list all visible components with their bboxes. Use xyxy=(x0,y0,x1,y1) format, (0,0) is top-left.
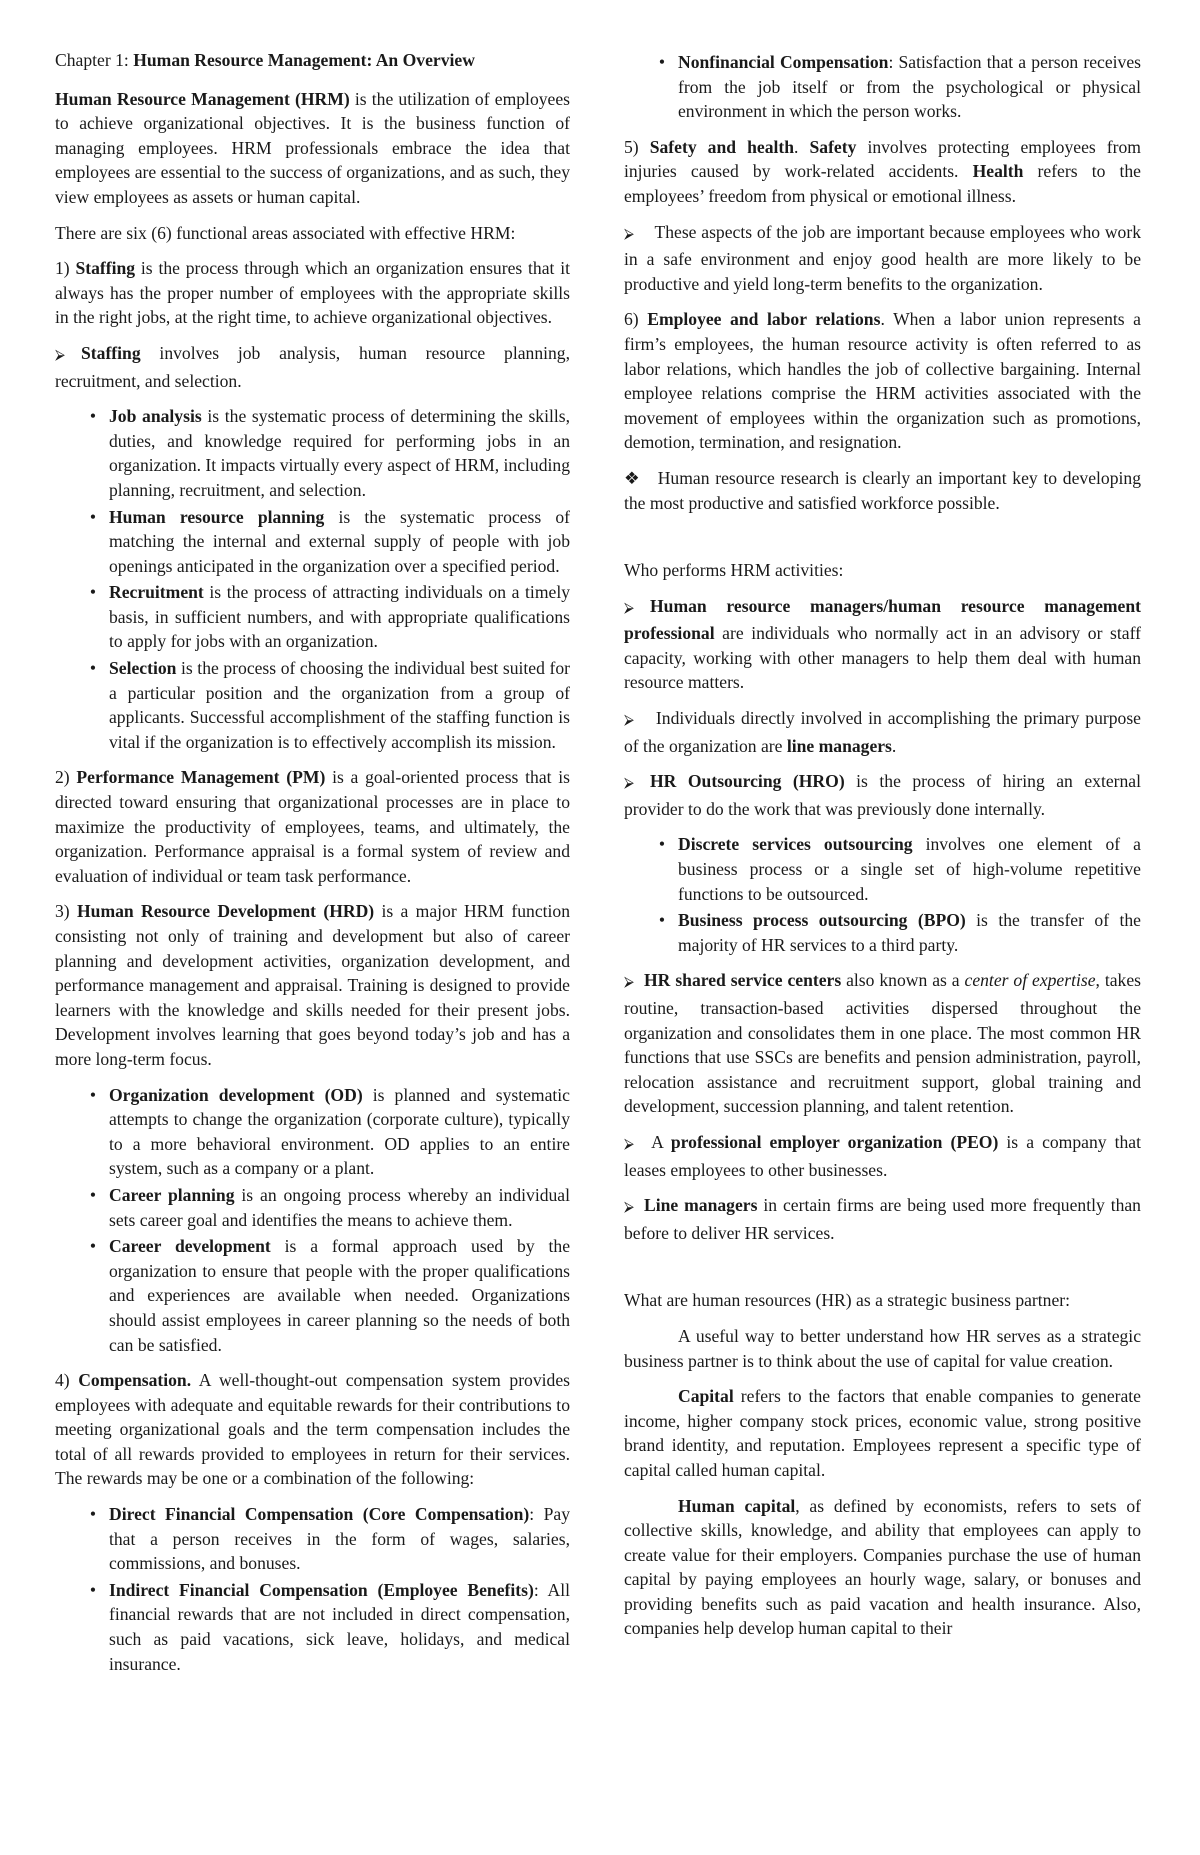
compensation-list xyxy=(55,1502,570,1676)
list-item: • Selection is the process of choosing the individual best suited for a particular position and the organization from a group of applicants. Successful accomplishment of the staffing function is vital if the organization is to effectively accomplish its mission. xyxy=(55,656,570,754)
research-note: ❖ Human resource research is clearly an important key to developing the most productive and satisfied workforce possible. xyxy=(624,467,1141,513)
bullet-icon: • xyxy=(89,658,97,679)
who-performs-heading: Who performs HRM activities: xyxy=(624,560,844,581)
line-managers-hr-note: ⮚ Line managers in certain firms are being used more frequently than before to deliver HR services. xyxy=(624,1195,1141,1243)
bullet-icon: • xyxy=(89,1504,97,1525)
bullet-icon: • xyxy=(89,1084,97,1105)
list-item: • Recruitment is the process of attracting individuals on a timely basis, in sufficient numbers, and with appropriate qualifications to apply for jobs with an organization. xyxy=(55,580,570,654)
six-areas-intro: There are six (6) functional areas associated with effective HRM: xyxy=(55,222,516,243)
hrd-paragraph: 3) Human Resource Development (HRD) is a major HRM function consisting not only of training and development but also of career planning and development activities, organization development, and performance management and appraisal. Training is designed to provide learners with the knowledge and skills needed for their present jobs. Development involves learning that goes beyond today’s job and has a more long-term focus. xyxy=(55,901,571,1069)
staffing-list xyxy=(55,404,570,754)
arrow-bullet-icon: ⮚ xyxy=(624,1136,634,1152)
staffing-note: ⮚ Staffing involves job analysis, human resource planning, recruitment, and selection. xyxy=(55,342,570,391)
strategic-partner-heading: What are human resources (HR) as a strategic business partner: xyxy=(624,1290,1071,1311)
arrow-bullet-icon: ⮚ xyxy=(55,347,65,363)
list-item: • Organization development (OD) is planned and systematic attempts to change the organization (corporate culture), typically to a more behavioral environment. OD applies to an entire system, such as a company or a plant. xyxy=(55,1083,570,1181)
shared-service-centers-note: ⮚ HR shared service centers also known as a center of expertise, takes routine, transaction-based activities dispersed throughout the organization and consolidates them in one place. The most common HR functions that use SSCs are benefits and pension administration, payroll, relocation assistance and recruitment support, global training and development, succession planning, and talent retention. xyxy=(624,970,1141,1117)
capital-paragraph: Capital refers to the factors that enable companies to generate income, higher company stock prices, economic value, strong positive brand identity, and reputation. Employees represent a specific type of capital called human capital. xyxy=(624,1386,1141,1480)
list-item: • Direct Financial Compensation (Core Compensation): Pay that a person receives in the form of wages, salaries, commissions, and bonuses. xyxy=(55,1502,570,1576)
bullet-icon: • xyxy=(89,1184,97,1205)
performance-management-paragraph: 2) Performance Management (PM) is a goal-oriented process that is directed toward ensuring that organizational processes are in place to maximize the productivity of employees, teams, and ultimately, the organization. Performance appraisal is a formal system of review and evaluation of individual or team task performance. xyxy=(55,767,570,886)
hrm-definition: Human Resource Management (HRM) is the utilization of employees to achieve organizational objectives. It is the business function of managing employees. HRM professionals embrace the idea that employees are essential to the success of organizations, and as such, they view employees as assets or human capital. xyxy=(55,88,570,207)
labor-relations-paragraph: 6) Employee and labor relations. When a labor union represents a firm’s employees, the human resource activity is often referred to as labor relations, which handles the job of collective bargaining. Internal employee relations comprise the HRM activities associated with the movement of employees within the organization such as promotions, demotion, termination, and resignation. xyxy=(624,309,1141,453)
hr-managers-note: ⮚ Human resource managers/human resource management professional are individuals who normally act in an advisory or staff capacity, working with other managers to help them deal with human resource matters. xyxy=(624,595,1141,693)
spacer xyxy=(624,1256,1141,1288)
compensation-list-continued xyxy=(624,50,1141,124)
line-managers-note: ⮚ Individuals directly involved in accomplishing the primary purpose of the organization are line managers. xyxy=(624,708,1141,756)
chapter-title: Chapter 1: Human Resource Management: An Overview xyxy=(55,50,475,70)
bullet-icon: • xyxy=(89,506,97,527)
list-item: • Discrete services outsourcing involves one element of a business process or a single set of high-volume repetitive functions to be outsourced. xyxy=(624,832,1141,906)
bullet-icon: • xyxy=(658,834,666,855)
arrow-bullet-icon: ⮚ xyxy=(624,600,634,616)
list-item: • Career planning is an ongoing process whereby an individual sets career goal and identifies the means to achieve them. xyxy=(55,1183,570,1232)
bullet-icon: • xyxy=(89,582,97,603)
arrow-bullet-icon: ⮚ xyxy=(624,776,634,792)
list-item: • Human resource planning is the systematic process of matching the internal and external supply of people with job openings anticipated in the organization over a specified period. xyxy=(55,505,570,579)
list-item: • Nonfinancial Compensation: Satisfaction that a person receives from the job itself or from the psychological or physical environment in which the person works. xyxy=(624,50,1141,124)
list-item: • Career development is a formal approach used by the organization to ensure that people with the proper qualifications and experiences are available when needed. Organizations should assist employees in career planning so the needs of both can be satisfied. xyxy=(55,1234,570,1357)
bullet-icon: • xyxy=(658,52,666,72)
list-item: • Indirect Financial Compensation (Employee Benefits): All financial rewards that are not included in direct compensation, such as paid vacations, sick leave, holidays, and medical insurance. xyxy=(55,1578,570,1676)
arrow-bullet-icon: ⮚ xyxy=(624,226,634,242)
safety-note: ⮚ These aspects of the job are important because employees who work in a safe environment and enjoy good health are more likely to be productive and yield long-term benefits to the organization. xyxy=(624,221,1141,294)
arrow-bullet-icon: ⮚ xyxy=(624,1200,634,1216)
bullet-icon: • xyxy=(658,910,666,931)
right-column xyxy=(624,50,1141,1652)
bullet-icon: • xyxy=(89,1236,97,1257)
hr-outsourcing-note: ⮚ HR Outsourcing (HRO) is the process of hiring an external provider to do the work that was previously done internally. xyxy=(624,771,1141,819)
bullet-icon: • xyxy=(89,406,97,427)
safety-health-paragraph: 5) Safety and health. Safety involves protecting employees from injuries caused by work-related accidents. Health refers to the employees’ freedom from physical or emotional illness. xyxy=(624,136,1141,206)
bullet-icon: • xyxy=(89,1579,97,1600)
staffing-paragraph: 1) Staffing is the process through which an organization ensures that it always has the proper number of employees with the appropriate skills in the right jobs, at the right time, to achieve organizational objectives. xyxy=(55,258,570,328)
list-item: • Job analysis is the systematic process of determining the skills, duties, and knowledge required for performing jobs in an organization. It impacts virtually every aspect of HRM, including planning, recruitment, and selection. xyxy=(55,404,570,502)
diamond-bullet-icon: ❖ xyxy=(624,467,640,488)
peo-note: ⮚ A professional employer organization (PEO) is a company that leases employees to other businesses. xyxy=(624,1131,1141,1180)
human-capital-paragraph: Human capital, as defined by economists, refers to sets of collective skills, knowledge, and ability that employees can apply to create value for their employers. Companies purchase the use of human capital by paying employees an hourly wage, salary, or bonuses and providing benefits such as paid vacation and health insurance. Also, companies help develop human capital to their xyxy=(624,1495,1141,1639)
compensation-paragraph: 4) Compensation. A well-thought-out compensation system provides employees with adequate and equitable rewards for their contributions to meeting organizational goals and the term compensation includes the total of all rewards provided to employees in return for their services. The rewards may be one or a combination of the following: xyxy=(55,1370,570,1489)
strategic-paragraph-1: A useful way to better understand how HR serves as a strategic business partner is to think about the use of capital for value creation. xyxy=(624,1325,1141,1371)
hrd-list xyxy=(55,1083,570,1358)
left-column xyxy=(55,48,570,1678)
arrow-bullet-icon: ⮚ xyxy=(624,713,634,729)
spacer xyxy=(624,526,1141,558)
arrow-bullet-icon: ⮚ xyxy=(624,975,634,991)
outsourcing-list xyxy=(624,832,1141,957)
list-item: • Business process outsourcing (BPO) is the transfer of the majority of HR services to a third party. xyxy=(624,908,1141,957)
